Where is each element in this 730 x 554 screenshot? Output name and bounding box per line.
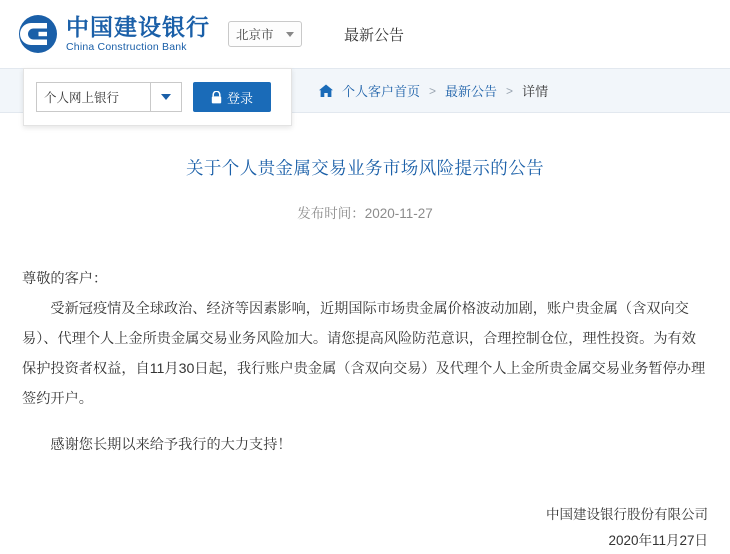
nav-link-latest-announcements[interactable]: 最新公告 — [344, 26, 405, 44]
bank-logo[interactable] — [18, 14, 210, 54]
city-select-value: 北京市 — [236, 28, 274, 42]
banking-type-select-value: 个人网上银行 — [44, 91, 120, 105]
publish-date-value: 2020-11-27 — [364, 206, 433, 221]
page-title: 关于个人贵金属交易业务市场风险提示的公告 — [186, 158, 544, 178]
logo-name-en: China Construction Bank — [66, 40, 187, 53]
article-paragraph-salutation: 尊敬的客户： — [22, 271, 108, 287]
signature-date: 2020年11月27日 — [608, 533, 708, 548]
login-panel — [23, 68, 292, 126]
breadcrumb-item-home[interactable]: 个人客户首页 — [342, 84, 421, 99]
publish-date — [22, 202, 708, 222]
signature-company: 中国建设银行股份有限公司 — [546, 507, 708, 522]
publish-date-label: 发布时间： — [297, 206, 365, 221]
logo-name-cn: 中国建设银行 — [66, 13, 210, 40]
city-select[interactable] — [228, 21, 302, 47]
chevron-down-icon — [286, 32, 294, 37]
home-icon — [318, 83, 334, 99]
chevron-down-icon — [161, 94, 171, 100]
site-header — [0, 0, 730, 68]
logo-text — [66, 13, 210, 53]
login-button[interactable] — [193, 82, 271, 112]
article-paragraph-thanks: 感谢您长期以来给予我行的大力支持！ — [50, 437, 292, 453]
ccb-logo-icon — [18, 14, 58, 54]
banking-type-select-arrow[interactable] — [150, 82, 182, 112]
breadcrumb-item-announcements[interactable]: 最新公告 — [445, 84, 498, 99]
article-signature — [22, 502, 708, 554]
announcement-article — [0, 113, 730, 554]
login-button-label: 登录 — [226, 90, 253, 106]
breadcrumb-separator: > — [429, 83, 437, 98]
lock-icon — [211, 91, 222, 104]
banking-type-select[interactable] — [36, 82, 150, 112]
article-body — [22, 264, 708, 460]
article-paragraph-main: 受新冠疫情及全球政治、经济等因素影响，近期国际市场贵金属价格波动加剧，账户贵金属（含双向交易）、代理个人上金所贵金属交易业务风险加大。请您提高风险防范意识，合理控制仓位，理性投资。为有效保护投资者权益，自11月30日起，我行账户贵金属（含双向交易）及代理个人上金所贵金属交易业务暂停办理签约开户。 — [22, 301, 706, 407]
breadcrumb-separator: > — [506, 83, 514, 98]
breadcrumb-item-detail: 详情 — [522, 84, 549, 99]
